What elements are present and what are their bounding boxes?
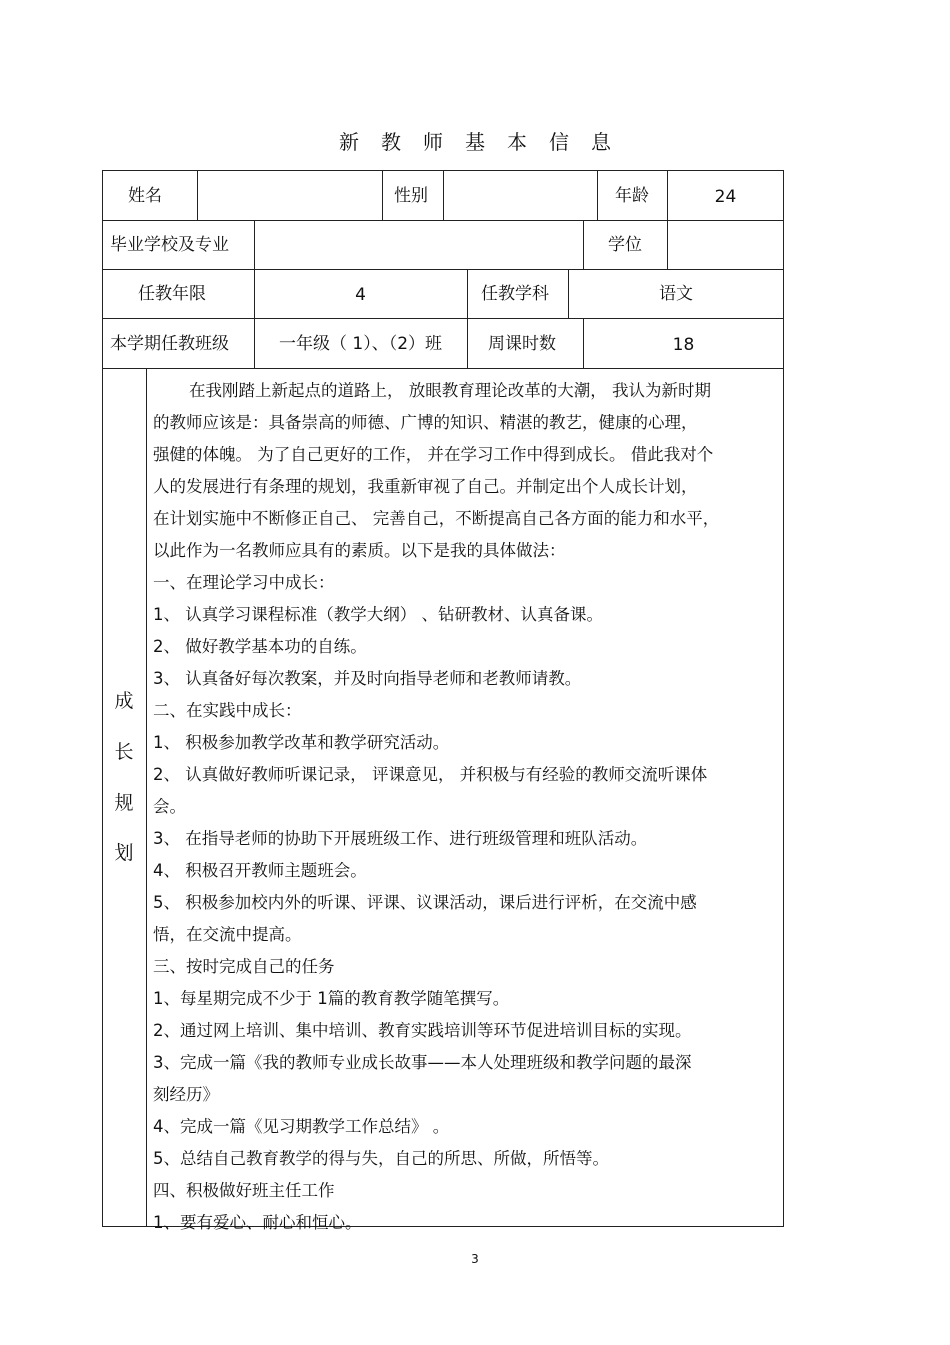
plan-label-char: 规: [114, 792, 134, 814]
hours-value: 18: [672, 335, 695, 355]
plan-line: 4、 积极召开教师主题班会。: [153, 861, 367, 880]
years-value: 4: [355, 285, 366, 305]
plan-line: 三、按时完成自己的任务: [153, 957, 335, 976]
plan-line: 2、 做好教学基本功的自练。: [153, 637, 367, 656]
plan-line: 5、总结自己教育教学的得与失，自己的所思、所做，所悟等。: [153, 1149, 609, 1168]
col-divider: [597, 170, 598, 220]
plan-line: 1、 积极参加教学改革和教学研究活动。: [153, 733, 450, 752]
class-label: 本学期任教班级: [110, 334, 229, 354]
plan-line: 一、在理论学习中成长：: [153, 573, 335, 592]
gender-label: 性别: [394, 186, 428, 206]
col-divider: [583, 220, 584, 269]
col-divider: [443, 170, 444, 220]
age-label: 年龄: [615, 186, 649, 206]
age-value: 24: [714, 187, 737, 207]
name-label: 姓名: [128, 186, 162, 206]
plan-line: 4、完成一篇《见习期教学工作总结》 。: [153, 1117, 450, 1136]
row-divider: [102, 220, 784, 221]
degree-label: 学位: [608, 235, 642, 255]
subject-label: 任教学科: [481, 284, 549, 304]
plan-line: 悟，在交流中提高。: [153, 925, 302, 944]
plan-label-char: 长: [114, 741, 134, 763]
col-divider: [382, 170, 383, 220]
plan-line: 强健的体魄。 为了自己更好的工作， 并在学习工作中得到成长。 借此我对个: [153, 445, 714, 464]
plan-line: 刻经历》: [153, 1085, 219, 1104]
school-label: 毕业学校及专业: [110, 235, 229, 255]
plan-line: 四、积极做好班主任工作: [153, 1181, 335, 1200]
plan-label-char: 成: [114, 690, 134, 712]
page-number: 3: [471, 1252, 479, 1266]
plan-line: 3、完成一篇《我的教师专业成长故事——本人处理班级和教学问题的最深: [153, 1053, 692, 1072]
plan-line: 1、 认真学习课程标准（教学大纲） 、钻研教材、认真备课。: [153, 605, 603, 624]
plan-line: 3、 认真备好每次教案，并及时向指导老师和老教师请教。: [153, 669, 582, 688]
col-divider: [197, 170, 198, 220]
col-divider: [667, 220, 668, 269]
col-divider: [146, 368, 147, 1227]
plan-line: 1、每星期完成不少于 1篇的教育教学随笔撰写。: [153, 989, 510, 1008]
plan-line: 2、通过网上培训、集中培训、教育实践培训等环节促进培训目标的实现。: [153, 1021, 692, 1040]
col-divider: [467, 269, 468, 318]
plan-line: 5、 积极参加校内外的听课、评课、议课活动，课后进行评析，在交流中感: [153, 893, 697, 912]
plan-line: 的教师应该是：具备崇高的师德、广博的知识、精湛的教艺，健康的心理，: [153, 413, 698, 432]
plan-line: 在我刚踏上新起点的道路上， 放眼教育理论改革的大潮， 我认为新时期: [189, 381, 711, 400]
plan-label-char: 划: [114, 842, 134, 864]
plan-line: 1、要有爱心、耐心和恒心。: [153, 1213, 362, 1232]
plan-line: 在计划实施中不断修正自己、 完善自己，不断提高自己各方面的能力和水平，: [153, 509, 720, 528]
subject-value: 语文: [659, 284, 693, 304]
plan-line: 以此作为一名教师应具有的素质。以下是我的具体做法：: [153, 541, 566, 560]
col-divider: [254, 220, 255, 269]
plan-line: 二、在实践中成长：: [153, 701, 302, 720]
plan-line: 会。: [153, 797, 186, 816]
row-divider: [102, 269, 784, 270]
page-title: 新教师基本信息: [339, 130, 633, 154]
row-divider: [102, 368, 784, 369]
class-value: 一年级（ 1）、（2）班: [278, 334, 443, 354]
hours-label: 周课时数: [488, 334, 556, 354]
plan-line: 3、 在指导老师的协助下开展班级工作、进行班级管理和班队活动。: [153, 829, 648, 848]
plan-line: 人的发展进行有条理的规划，我重新审视了自己。并制定出个人成长计划，: [153, 477, 698, 496]
row-divider: [102, 318, 784, 319]
years-label: 任教年限: [138, 284, 206, 304]
col-divider: [467, 318, 468, 368]
plan-line: 2、 认真做好教师听课记录， 评课意见， 并积极与有经验的教师交流听课体: [153, 765, 708, 784]
